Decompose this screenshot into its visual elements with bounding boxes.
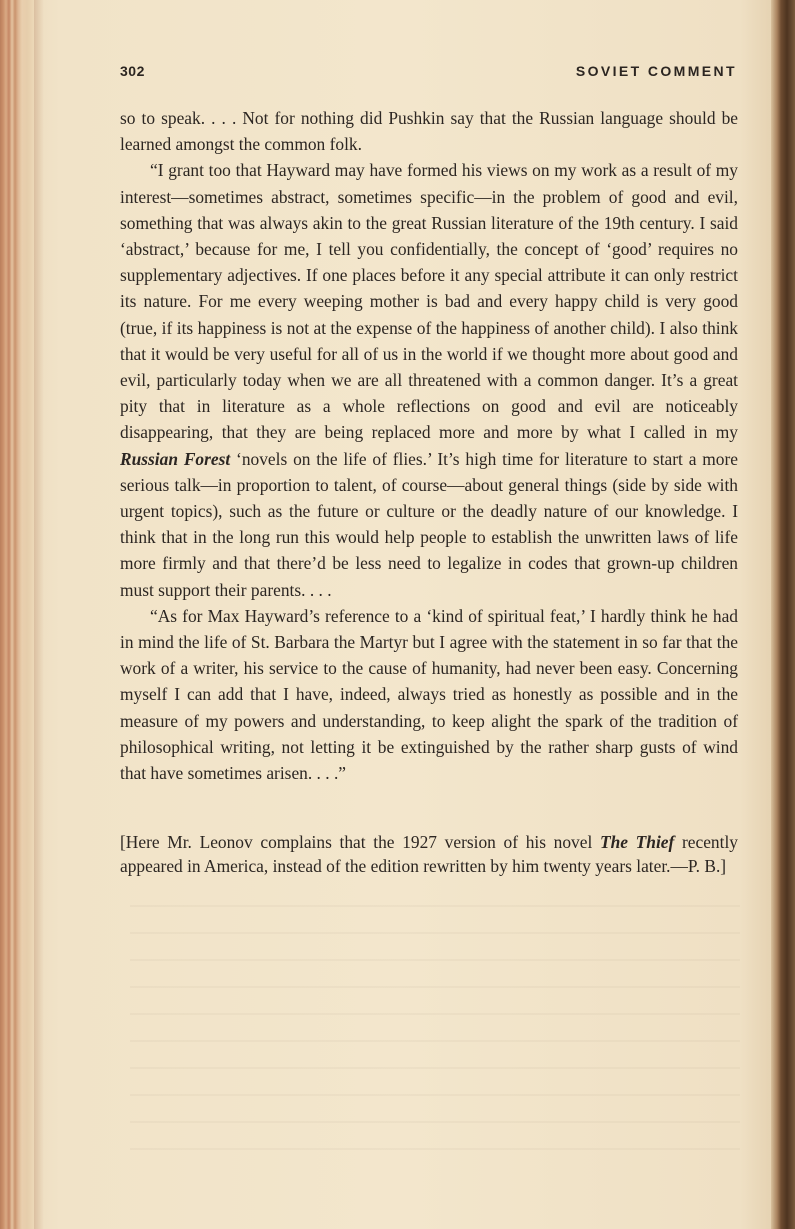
- running-head: SOVIET COMMENT: [575, 63, 737, 79]
- editor-note: [120, 830, 738, 878]
- book-title: The Thief: [599, 832, 675, 852]
- note-text: recently appeared in America, instead of the edition rewritten by him twenty years later.—P. B.]: [120, 832, 738, 876]
- page-header: [120, 63, 737, 85]
- body-text: [120, 105, 738, 786]
- note-paragraph: [120, 830, 738, 878]
- paragraph-spiritual-feat: “As for Max Hayward’s reference to a ‘kind of spiritual feat,’ I hardly think he had in mind the life of St. Barbara the Martyr but I agree with the statement in so far that the work of a writer, his service to the cause of humanity, had never been easy. Concerning myself I can add that I have, indeed, always tried as honestly as possible and in the measure of my powers and understanding, to keep alight the spark of the tradition of philosophical writing, not letting it be extinguished by the rather sharp gusts of wind that have sometimes arisen. . . .”: [120, 605, 738, 784]
- page-number: 302: [120, 63, 145, 79]
- paragraph-text: “I grant too that Hayward may have formed his views on my work as a result of my interest—sometimes abstract, sometimes specific—in the problem of good and evil, something that was always akin to the great Russian literature of the 19th century. I said ‘abstract,’ because for me, I tell you confidentially, the concept of ‘good’ requires no supplementary adjectives. If one places before it any special attribute it can only restrict its nature. For me every weeping mother is bad and every happy child is very good (true, if its happiness is not at the expense of the happiness of another child). I also think that it would be very useful for all of us in the world if we thought more about good and evil, particularly today when we are all threatened with a common danger. It’s a great pity that in literature as a whole reflections on good and evil are noticeably disappearing, that they are being replaced more and more by what I called in my: [120, 160, 738, 443]
- paragraph-good-and-evil: [120, 157, 738, 602]
- bleed-through-texture: [130, 905, 740, 1165]
- paragraph-text: ‘novels on the life of flies.’ It’s high time for literature to start a more serious talk—in proportion to talent, of course—about general things (side by side with urgent topics), such as the future or culture or the deadly nature of our knowledge. I think that in the long run this would help people to establish the unwritten laws of life more firmly and that there’d be less need to legalize in codes that grown-up children must support their parents. . . .: [120, 448, 738, 600]
- book-spine-shadow: [0, 0, 34, 1229]
- book-title: Russian Forest: [120, 448, 231, 469]
- page-edge: [771, 0, 795, 1229]
- note-text: [Here Mr. Leonov complains that the 1927 version of his novel: [120, 832, 600, 852]
- paragraph-continued: so to speak. . . . Not for nothing did Pushkin say that the Russian language should be learned amongst the common folk.: [120, 108, 738, 155]
